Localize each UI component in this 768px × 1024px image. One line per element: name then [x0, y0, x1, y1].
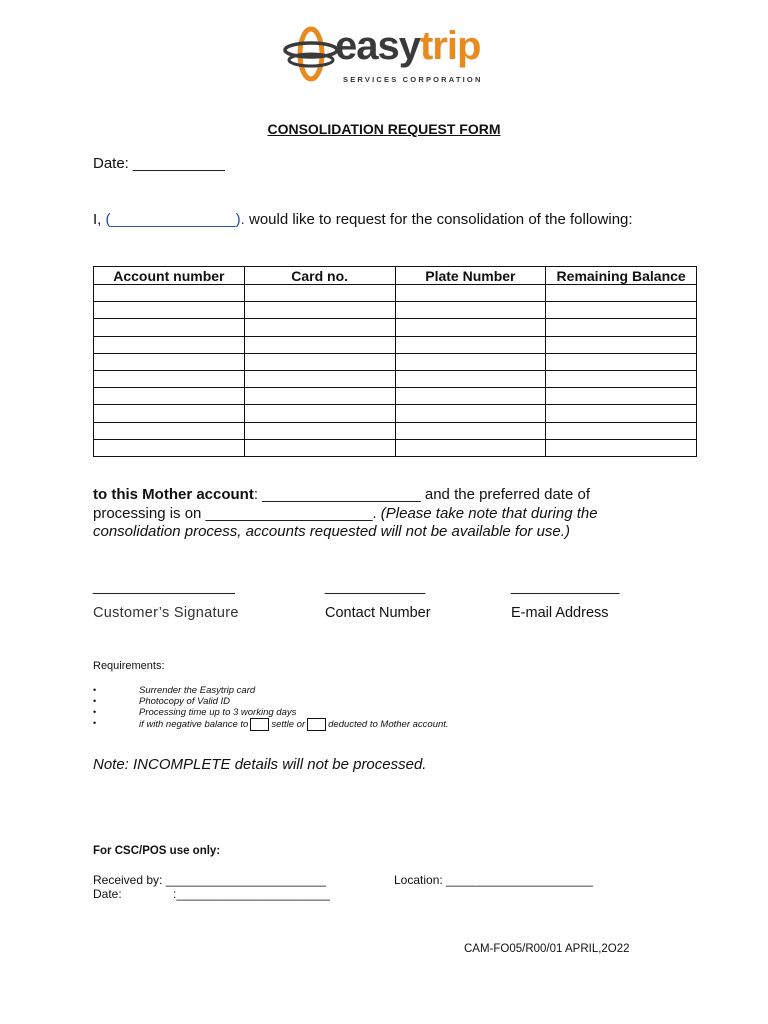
requirements-list — [93, 685, 593, 732]
table-cell[interactable] — [94, 285, 245, 302]
table-cell[interactable] — [395, 285, 546, 302]
table-cell[interactable] — [546, 302, 697, 319]
received-by-label: Received by: — [93, 873, 163, 887]
table-row — [94, 285, 697, 302]
table-cell[interactable] — [546, 319, 697, 336]
date-line — [93, 155, 225, 172]
signature-line[interactable]: _________________ — [93, 578, 235, 595]
header-account-number: Account number — [94, 267, 245, 285]
location-label: Location: — [394, 873, 443, 887]
table-cell[interactable] — [244, 285, 395, 302]
mother-account-field[interactable]: ___________________ — [262, 486, 421, 503]
table-cell[interactable] — [244, 405, 395, 422]
list-item: • Surrender the Easytrip card — [93, 685, 256, 696]
logo-tagline: SERVICES CORPORATION — [343, 75, 483, 84]
table-cell[interactable] — [94, 302, 245, 319]
mother-account-paragraph: to this Mother account: ___________________ and the preferred date of processing is on ____________________. (Please take note that during the consolidation process, accounts requested will not be available for use.) — [93, 486, 598, 540]
mother-account-label: to this Mother account — [93, 486, 254, 503]
table-cell[interactable] — [546, 388, 697, 405]
table-cell[interactable] — [546, 422, 697, 439]
table-cell[interactable] — [94, 370, 245, 387]
logo-wordmark: easytrip — [335, 24, 481, 68]
table-cell[interactable] — [546, 370, 697, 387]
incomplete-note: Note: INCOMPLETE details will not be processed. — [93, 756, 427, 773]
table-cell[interactable] — [395, 370, 546, 387]
table-cell[interactable] — [244, 302, 395, 319]
table-cell[interactable] — [546, 405, 697, 422]
company-logo — [283, 26, 483, 88]
contact-number-line[interactable]: ____________ — [325, 578, 426, 595]
table-row — [94, 370, 697, 387]
csc-date-line — [93, 887, 330, 901]
csc-heading: For CSC/POS use only: — [93, 845, 221, 857]
list-item: • Processing time up to 3 working days — [93, 707, 297, 718]
location-field[interactable]: ______________________ — [446, 873, 593, 887]
received-by-line — [93, 873, 326, 887]
location-line — [394, 873, 593, 887]
table-cell[interactable] — [395, 422, 546, 439]
logo-globe-icon — [283, 26, 339, 82]
table-row — [94, 319, 697, 336]
csc-date-field[interactable]: :_______________________ — [173, 887, 330, 901]
table-row — [94, 336, 697, 353]
requirements-heading: Requirements: — [93, 660, 165, 672]
accounts-table — [93, 266, 697, 457]
table-row — [94, 439, 697, 456]
table-cell[interactable] — [395, 302, 546, 319]
table-row — [94, 388, 697, 405]
intro-prefix: I, — [93, 211, 102, 228]
table-cell[interactable] — [546, 439, 697, 456]
table-cell[interactable] — [244, 388, 395, 405]
table-cell[interactable] — [244, 439, 395, 456]
table-cell[interactable] — [244, 319, 395, 336]
csc-date-label: Date: — [93, 887, 122, 901]
form-title: CONSOLIDATION REQUEST FORM — [267, 121, 501, 137]
table-cell[interactable] — [94, 353, 245, 370]
settle-checkbox[interactable] — [250, 718, 269, 731]
received-by-field[interactable]: ________________________ — [165, 873, 326, 887]
deduct-checkbox[interactable] — [307, 718, 326, 731]
table-row — [94, 353, 697, 370]
table-header-row — [94, 267, 697, 285]
table-cell[interactable] — [244, 370, 395, 387]
table-cell[interactable] — [546, 336, 697, 353]
date-field[interactable]: ___________ — [133, 155, 225, 172]
table-cell[interactable] — [395, 405, 546, 422]
header-plate-number: Plate Number — [395, 267, 546, 285]
preferred-date-field[interactable]: ____________________. — [205, 504, 377, 522]
table-cell[interactable] — [94, 319, 245, 336]
table-row — [94, 302, 697, 319]
date-label: Date: — [93, 155, 129, 172]
table-row — [94, 422, 697, 439]
table-cell[interactable] — [244, 336, 395, 353]
intro-line — [93, 211, 633, 228]
contact-number-label: Contact Number — [325, 605, 431, 621]
table-cell[interactable] — [94, 439, 245, 456]
table-cell[interactable] — [94, 422, 245, 439]
table-cell[interactable] — [244, 422, 395, 439]
list-item: • if with negative balance to settle or deducted to Mother account. — [93, 718, 449, 731]
table-cell[interactable] — [94, 405, 245, 422]
table-cell[interactable] — [244, 353, 395, 370]
intro-suffix: would like to request for the consolidation of the following: — [248, 211, 633, 228]
customer-signature-label: Customer’s Signature — [93, 605, 239, 621]
table-cell[interactable] — [546, 353, 697, 370]
list-item: • Photocopy of Valid ID — [93, 696, 231, 707]
form-code: CAM-FO05/R00/01 APRIL,2O22 — [464, 943, 630, 955]
table-cell[interactable] — [94, 336, 245, 353]
availability-note: (Please take note that during the — [380, 504, 598, 522]
header-remaining-balance: Remaining Balance — [546, 267, 697, 285]
table-cell[interactable] — [395, 319, 546, 336]
table-cell[interactable] — [395, 336, 546, 353]
email-line[interactable]: _____________ — [511, 578, 620, 595]
email-address-label: E-mail Address — [511, 605, 609, 621]
table-cell[interactable] — [94, 388, 245, 405]
table-cell[interactable] — [546, 285, 697, 302]
table-row — [94, 405, 697, 422]
table-cell[interactable] — [395, 353, 546, 370]
header-card-no: Card no. — [244, 267, 395, 285]
requester-name-field[interactable]: (_______________). — [105, 211, 245, 228]
table-cell[interactable] — [395, 439, 546, 456]
table-cell[interactable] — [395, 388, 546, 405]
